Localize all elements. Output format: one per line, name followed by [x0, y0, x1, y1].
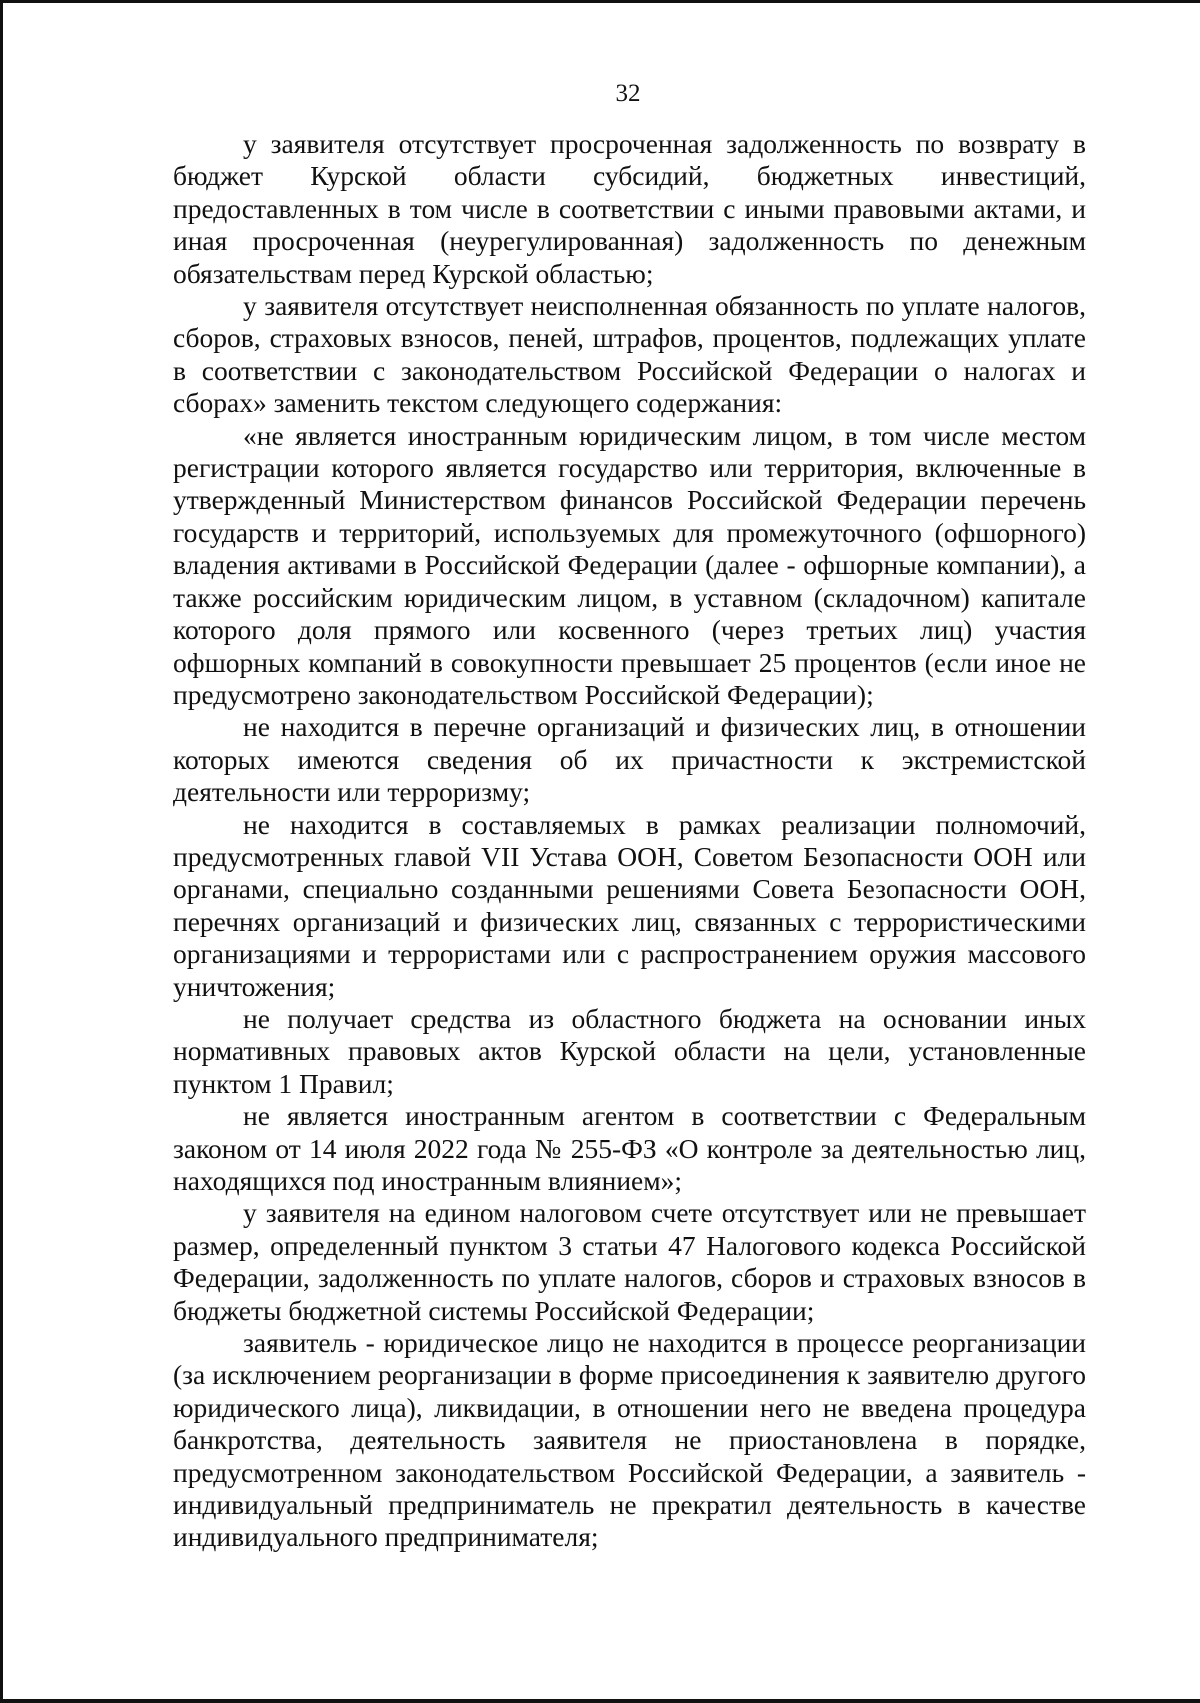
paragraph-no-regional-budget-funds: не получает средства из областного бюджета на основании иных нормативных правовых актов Курской области на цели, установленные пунктом 1 Правил; — [173, 1002, 1086, 1099]
scan-border-top — [0, 0, 1200, 3]
scan-border-bottom — [0, 1699, 1200, 1703]
document-body — [173, 128, 1086, 1554]
page-number: 32 — [615, 80, 641, 107]
paragraph-single-tax-account: у заявителя на едином налоговом счете отсутствует или не превышает размер, определенный пунктом 3 статьи 47 Налогового кодекса Российской Федерации, задолженность по уплате налогов, сборов и страховых взносов в бюджеты бюджетной системы Российской Федерации; — [173, 1197, 1086, 1326]
paragraph-not-in-reorganization: заявитель - юридическое лицо не находится в процессе реорганизации (за исключением реорганизации в форме присоединения к заявителю другого юридического лица), ликвидации, в отношении него не введена процедура банкротства, деятельность заявителя не приостановлена в порядке, предусмотренном законодательством Российской Федерации, а заявитель - индивидуальный предприниматель не прекратил деятельность в качестве индивидуального предпринимателя; — [173, 1327, 1086, 1553]
paragraph-extremism-list: не находится в перечне организаций и физических лиц, в отношении которых имеются сведения об их причастности к экстремистской деятельности или терроризму; — [173, 711, 1086, 808]
paragraph-overdue-debt: у заявителя отсутствует просроченная задолженность по возврату в бюджет Курской области субсидий, бюджетных инвестиций, предоставленных в том числе в соответствии с иными правовыми актами, и иная просроченная (неурегулированная) задолженность по денежным обязательствам перед Курской областью; — [173, 128, 1086, 289]
paragraph-unfulfilled-tax-obligation: у заявителя отсутствует неисполненная обязанность по уплате налогов, сборов, страховых взносов, пеней, штрафов, процентов, подлежащих уплате в соответствии с законодательством Российской Федерации о налогах и сборах» заменить текстом следующего содержания: — [173, 290, 1086, 419]
paragraph-not-foreign-entity: «не является иностранным юридическим лицом, в том числе местом регистрации которого является государство или территория, включенные в утвержденный Министерством финансов Российской Федерации перечень государств и территорий, используемых для промежуточного (офшорного) владения активами в Российской Федерации (далее - офшорные компании), а также российским юридическим лицом, в уставном (складочном) капитале которого доля прямого или косвенного (через третьих лиц) участия офшорных компаний в совокупности превышает 25 процентов (если иное не предусмотрено законодательством Российской Федерации); — [173, 419, 1086, 710]
paragraph-un-security-council-lists: не находится в составляемых в рамках реализации полномочий, предусмотренных главой VII Устава ООН, Советом Безопасности ООН или органами, специально созданными решениями Совета Безопасности ООН, перечнях организаций и физических лиц, связанных с террористическими организациями и террористами или с распространением оружия массового уничтожения; — [173, 808, 1086, 1002]
scan-border-left — [0, 0, 3, 1703]
paragraph-not-foreign-agent: не является иностранным агентом в соответствии с Федеральным законом от 14 июля 2022 года № 255-ФЗ «О контроле за деятельностью лиц, находящихся под иностранным влиянием»; — [173, 1100, 1086, 1196]
